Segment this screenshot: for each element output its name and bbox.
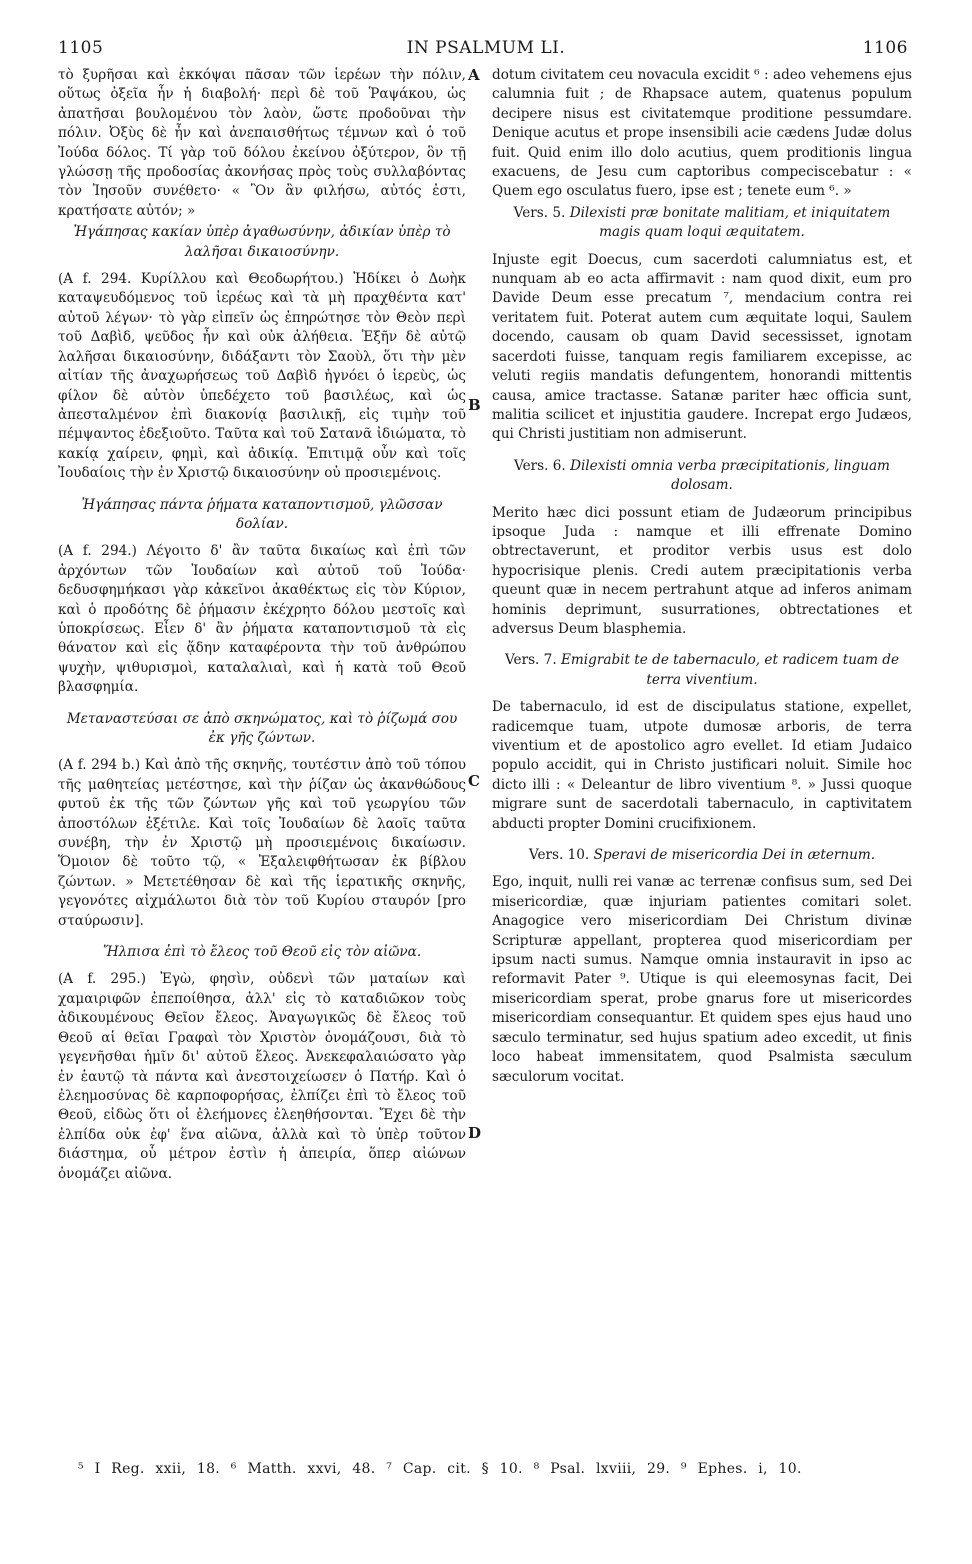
latin-verse-heading bbox=[492, 651, 912, 690]
greek-paragraph: (A f. 294 b.) Καὶ ἀπὸ τῆς σκηνῆς, τουτέστιν ἀπὸ τοῦ τόπου τῆς μαθητείας μετέστησε, καὶ τὴν ῥίζαν ὡς ἀκανθώδους φυτοῦ ἐκ τῆς τῶν ζώντων γῆς καὶ τοῦ γεωργίου τῶν ἀποστόλων ἐξέτιλε. Καὶ τοῖς Ἰουδαίων δὲ λαοῖς ταῦτα συνέβη, τὴν ἐν Χριστῷ μὴ προσιεμένοις δικαίωσιν. Ὅμοιον δὲ τοῦτο τῷ, « Ἐξαλειφθήτωσαν ἐκ βίβλου ζώντων. » Μετετέθησαν δὲ καὶ τῆς ἱερατικῆς σκηνῆς, γεγονότες αἰχμάλωτοι διὰ τὸν τοῦ Κυρίου σταυρόν [pro σταύρωσιν]. bbox=[58, 757, 466, 929]
verse-number: Vers. 7. bbox=[504, 652, 557, 669]
greek-verse-heading: Ἠγάπησας πάντα ῥήματα καταποντισμοῦ, γλῶσσαν δολίαν. bbox=[81, 496, 443, 532]
greek-paragraph: τὸ ξυρῆσαι καὶ ἐκκόψαι πᾶσαν τῶν ἱερέων τὴν πόλιν, οὕτως ὀξεῖα ἦν ἡ διαβολή· περὶ δὲ τοῦ Ῥαψάκου, ὡς ἀπατῆσαι βουλομένου τὸν λαὸν, ὥστε προδοῦναι τὴν πόλιν. Ὀξὺς δὲ ἦν καὶ ἀνεπαισθήτως τέμνων καὶ ὁ τοῦ Ἰούδα δόλος. Τί γὰρ τοῦ δόλου ἐκείνου ὀξύτερον, ὃν τῇ γλώσσῃ τῆς προδοσίας ἀκονήσας πρὸς τοὺς συλλαβόντας τὸν Ἰησοῦν συνέθετο· « Ὃν ἂν φιλήσω, αὐτός ἐστι, κρατήσατε αὐτόν; » bbox=[58, 67, 466, 219]
verse-text: Speravi de misericordia Dei in æternum. bbox=[593, 847, 876, 864]
verse-text: Dilexisti omnia verba præcipitationis, linguam dolosam. bbox=[570, 457, 890, 494]
verse-text: Dilexisti præ bonitate malitiam, et iniquitatem magis quam loqui æquitatem. bbox=[569, 204, 891, 241]
latin-verse-heading bbox=[492, 204, 912, 243]
latin-verse-heading bbox=[492, 457, 912, 496]
running-title: IN PSALMUM LI. bbox=[406, 38, 566, 58]
margin-marker-b: B bbox=[468, 396, 481, 414]
verse-number: Vers. 6. bbox=[514, 457, 566, 474]
margin-marker-c: C bbox=[468, 772, 480, 790]
latin-paragraph: Ego, inquit, nulli rei vanæ ac terrenæ confisus sum, sed Dei misericordiæ, quæ injuriam patientes comitari solet. Anagogice vero misericordiam Dei Christum divinæ Scripturæ appellant, propterea quod misericordiam per ipsum nacti sumus. Namque omnia instauravit in ipso ac reformavit Pater ⁹. Utique is qui eleemosynas facit, Dei misericordiam sperat, probe gnarus fore ut misericordes misericordiam consequantur. Et quidem spes ejus haud uno sæculo terminatur, sed hujus spatium adeo excedit, ut finis loco habeat immensitatem, quod Psalmista sæculum sæculorum vocitat. bbox=[492, 874, 912, 1085]
greek-verse-heading: Ἠγάπησας κακίαν ὑπὲρ ἀγαθωσύνην, ἀδικίαν ὑπὲρ τὸ λαλῆσαι δικαιοσύνην. bbox=[73, 224, 451, 260]
latin-paragraph: dotum civitatem ceu novacula excidit ⁶ : adeo vehemens ejus calumnia fuit ; de Rhapsace autem, quatenus populum decipere nisus est civitatemque proditione pessumdare. Denique acutus et prope insensibili acie cædens Judæ dolus fuit. Quid enim illo dolo acutius, quem proditionis lingua exacuens, de Jesu cum captoribus compeciscebatur : « Quem ego osculatus fuero, ipse est ; tenete eum ⁶. » bbox=[492, 67, 912, 200]
verse-number: Vers. 5. bbox=[513, 204, 566, 221]
greek-paragraph: (A f. 295.) Ἐγὼ, φησὶν, οὐδενὶ τῶν ματαίων καὶ χαμαιριφῶν ἐπεποίθησα, ἀλλ' εἰς τὸ καταδιῶκον τοὺς ἀδικουμένους Θεῖον ἔλεος. Ἀναγωγικῶς δὲ ἔλεος τοῦ Θεοῦ αἱ θεῖαι Γραφαὶ τὸν Χριστὸν ὀνομάζουσι, διὰ τὸ γεγενῆσθαι ἡμῖν δι' αὐτοῦ ἔλεος. Ἀνεκεφαλαιώσατο γὰρ ἐν ἑαυτῷ τὰ πάντα καὶ ἀνεστοιχείωσεν ὁ Πατήρ. Καὶ ὁ ἐλεημοσύνας δὲ καρποφορήσας, ἐλπίζει ἐπὶ τὸ ἔλεος τοῦ Θεοῦ, εἰδὼς ὅτι οἱ ἐλεήμονες ἐλεηθήσονται. Ἔχει δὲ τὴν ἐλπίδα οὐκ ἐφ' ἕνα αἰῶνα, ἀλλὰ καὶ τὸ ὑπὲρ τοῦτον διάστημα, οὗ μέτρον ἐστὶν ἡ ἀπειρία, ὅπερ αἰώνων ὀνομάζει αἰῶνα. bbox=[58, 971, 466, 1182]
left-column-number: 1105 bbox=[58, 38, 104, 58]
latin-column bbox=[492, 66, 912, 1087]
latin-paragraph: Merito hæc dici possunt etiam de Judæorum principibus ipsoque Juda : namque et illi effrenate Domino obtrectaverunt, et proditor verbis usus est dolo hypocrisique plenis. Credi autem præcipitationis verba queunt quæ in necem pertrahunt atque ad inferos animam hominis deprimunt, susurrationes, obtrectationes et adversus Deum blasphemia. bbox=[492, 504, 912, 637]
greek-paragraph: (A f. 294. Κυρίλλου καὶ Θεοδωρήτου.) Ἠδίκει ὁ Δωὴκ καταψευδόμενος τοῦ ἱερέως καὶ τὰ μὴ πραχθέντα κατ' αὐτοῦ λέγων· τὸ γὰρ εἰπεῖν ὡς ἐπηρώτησε τὸν Θεὸν περὶ τοῦ Δαβὶδ, ψεῦδος ἦν καὶ οὐκ ἀλήθεια. Ἐξῆν δὲ αὐτῷ λαλῆσαι δικαιοσύνην, διδάξαντι τὸν Σαοὺλ, ὅτι τὴν μὲν αἰτίαν τῆς ἀναχωρήσεως τοῦ Δαβὶδ ἠγνόει ὁ ἱερεὺς, ὡς φίλον δὲ αὐτὸν ὑπεδέχετο τοῦ βασιλέως, καὶ ὡς ἀπεσταλμένον ἐπὶ διακονίᾳ βασιλικῇ, εἰς τιμὴν τοῦ πέμψαντος ἐδεξιοῦτο. Ταῦτα καὶ τοῦ Σατανᾶ ἰδιώματα, τὸ κακίᾳ χαίρειν, φημὶ, καὶ ἀδικίᾳ. Ἐπιτιμᾷ οὖν καὶ τοῖς Ἰουδαίοις τὴν ἐν Χριστῷ δικαιοσύνην οὐ προσιεμένοις. bbox=[58, 271, 466, 482]
footnotes: ⁵ I Reg. xxii, 18. ⁶ Matth. xxvi, 48. ⁷ Cap. cit. § 10. ⁸ Psal. lxviii, 29. ⁹ Ephes. i, 10. bbox=[78, 1461, 802, 1477]
margin-marker-d: D bbox=[468, 1124, 482, 1142]
right-column-number: 1106 bbox=[862, 38, 908, 58]
verse-number: Vers. 10. bbox=[528, 847, 590, 864]
greek-verse-heading: Ἤλπισα ἐπὶ τὸ ἔλεος τοῦ Θεοῦ εἰς τὸν αἰῶνα. bbox=[102, 944, 422, 961]
verse-text: Emigrabit te de tabernaculo, et radicem tuam de terra viventium. bbox=[560, 652, 900, 688]
latin-paragraph: Injuste egit Doecus, cum sacerdoti calumniatus est, et nunquam ab eo acta affirmavit : nam quod dixit, eum pro Davide Deum esse precatum ⁷, mendacium contra rei veritatem fuit. Poterat autem cum æquitate loqui, Saulem docendo, causam ob quam David secessisset, ignotam sacerdoti fuisse, tanquam regis familiarem excepisse, ac veluti regiis mandatis defungentem, honorandi mittentis causa, amice tractasse. Satanæ pariter hæc officia sunt, malitia scilicet et injustitia gaudere. Increpat ergo Judæos, qui Christi justitiam non admiserunt. bbox=[492, 251, 912, 443]
greek-paragraph: (A f. 294.) Λέγοιτο δ' ἂν ταῦτα δικαίως καὶ ἐπὶ τῶν ἀρχόντων τῶν Ἰουδαίων καὶ αὐτοῦ τοῦ Ἰούδα· δεδυσφημήκασι γὰρ κἀκεῖνοι ἀκαθέκτως εἰς τὸν Κύριον, καὶ ὁ προδότης δὲ ῥήμασιν ἐκέχρητο δόλου μεστοῖς καὶ ὑποκρίσεως. Εἶεν δ' ἂν ῥήματα καταποντισμοῦ τὰ εἰς θάνατον καὶ εἰς ᾅδην καταφέροντα τὴν τοῦ ἀνθρώπου ψυχὴν, ψιθυρισμοὶ, καταλαλιαὶ, καὶ ἡ κατὰ τοῦ Θεοῦ βλασφημία. bbox=[58, 543, 466, 696]
margin-marker-a: A bbox=[468, 66, 480, 84]
greek-verse-heading: Μεταναστεύσαι σε ἀπὸ σκηνώματος, καὶ τὸ ῥίζωμά σου ἐκ γῆς ζώντων. bbox=[66, 710, 458, 746]
latin-verse-heading bbox=[492, 846, 912, 865]
latin-paragraph: De tabernaculo, id est de discipulatus statione, expellet, radicemque tuam, utpote dumosæ arboris, de terra viventium et de apostolico agro evellet. Id etiam Judaico populo accidit, qui in Christo justificari noluit. Simile hoc dicto illi : « Deleantur de libro viventium ⁸. » Jussi quoque migrare sunt de sacerdotali tabernaculo, in captivitatem abducti propter Domini crucifixionem. bbox=[492, 699, 912, 832]
greek-column bbox=[58, 66, 466, 1184]
